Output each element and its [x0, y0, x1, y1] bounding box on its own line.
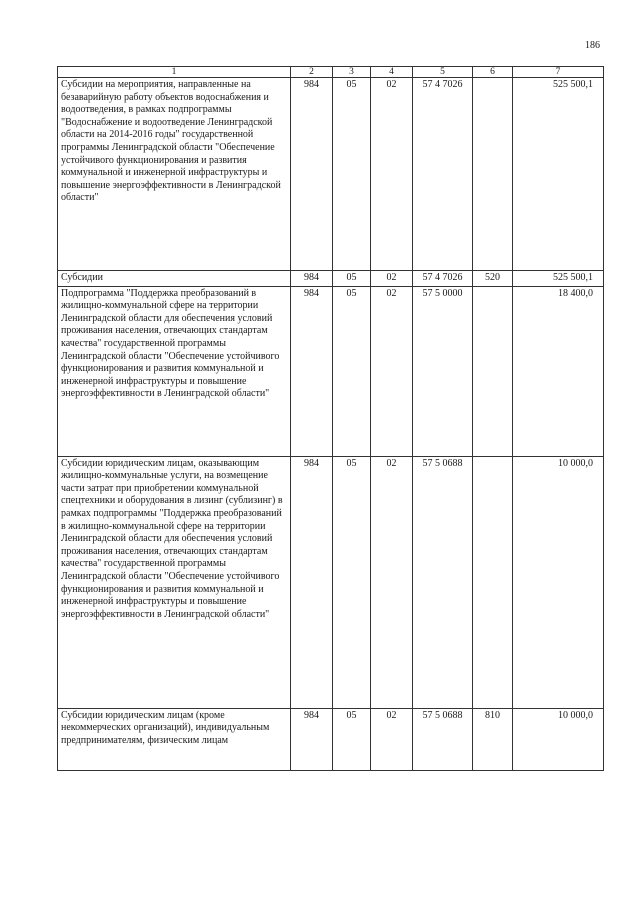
row-sum: 18 400,0 — [513, 286, 604, 456]
col-header-4: 4 — [371, 67, 413, 78]
row-expense-type: 810 — [473, 708, 513, 770]
col-header-1: 1 — [58, 67, 291, 78]
col-header-5: 5 — [413, 67, 473, 78]
row-section: 05 — [333, 271, 371, 287]
table-row — [58, 286, 604, 456]
row-expense-type: 520 — [473, 271, 513, 287]
table-row — [58, 271, 604, 287]
row-sum: 525 500,1 — [513, 271, 604, 287]
row-target-article: 57 4 7026 — [413, 78, 473, 271]
row-name: Подпрограмма "Поддержка преобразований в жилищно-коммунальной сфере на территории Ленинградской области для обеспечения условий проживания населения, отвечающих стандартам качества" государственной программы Ленинградской области "Обеспечение устойчивого функционирования и развития коммунальной и инженерной инфраструктуры и повышение энергоэффективности в Ленинградской области" — [58, 286, 291, 456]
row-name: Субсидии юридическим лицам (кроме некоммерческих организаций), индивидуальным предпринимателям, физическим лицам — [58, 708, 291, 770]
col-header-3: 3 — [333, 67, 371, 78]
col-header-7: 7 — [513, 67, 604, 78]
row-sum: 10 000,0 — [513, 456, 604, 708]
col-header-2: 2 — [291, 67, 333, 78]
row-subsection: 02 — [371, 708, 413, 770]
row-grbs: 984 — [291, 456, 333, 708]
row-sum: 525 500,1 — [513, 78, 604, 271]
row-grbs: 984 — [291, 271, 333, 287]
row-name: Субсидии юридическим лицам, оказывающим жилищно-коммунальные услуги, на возмещение части затрат при приобретении коммунальной спецтехники и оборудования в лизинг (сублизинг) в рамках подпрограммы "Поддержка преобразований в жилищно-коммунальной сфере на территории Ленинградской области для обеспечения условий проживания населения, отвечающих стандартам качества" государственной программы Ленинградской области "Обеспечение устойчивого функционирования и развития коммунальной и инженерной инфраструктуры и повышение энергоэффективности в Ленинградской области" — [58, 456, 291, 708]
row-target-article: 57 5 0000 — [413, 286, 473, 456]
budget-table — [57, 66, 604, 771]
header-row — [58, 67, 604, 78]
row-expense-type — [473, 456, 513, 708]
row-section: 05 — [333, 456, 371, 708]
col-header-6: 6 — [473, 67, 513, 78]
table-row — [58, 708, 604, 770]
row-section: 05 — [333, 708, 371, 770]
row-name: Субсидии на мероприятия, направленные на безаварийную работу объектов водоснабжения и водоотведения, в рамках подпрограммы "Водоснабжение и водоотведение Ленинградской области на 2014-2016 годы" государственной программы Ленинградской области "Обеспечение устойчивого функционирования и развития коммунальной и инженерной инфраструктуры и повышение энергоэффективности в Ленинградской области" — [58, 78, 291, 271]
row-grbs: 984 — [291, 708, 333, 770]
row-target-article: 57 5 0688 — [413, 708, 473, 770]
row-target-article: 57 5 0688 — [413, 456, 473, 708]
row-grbs: 984 — [291, 286, 333, 456]
row-name: Субсидии — [58, 271, 291, 287]
row-expense-type — [473, 78, 513, 271]
table-row — [58, 456, 604, 708]
table-row — [58, 78, 604, 271]
row-sum: 10 000,0 — [513, 708, 604, 770]
row-target-article: 57 4 7026 — [413, 271, 473, 287]
page-number: 186 — [585, 40, 600, 51]
row-subsection: 02 — [371, 456, 413, 708]
row-subsection: 02 — [371, 78, 413, 271]
row-section: 05 — [333, 286, 371, 456]
row-subsection: 02 — [371, 271, 413, 287]
row-expense-type — [473, 286, 513, 456]
row-grbs: 984 — [291, 78, 333, 271]
row-subsection: 02 — [371, 286, 413, 456]
row-section: 05 — [333, 78, 371, 271]
